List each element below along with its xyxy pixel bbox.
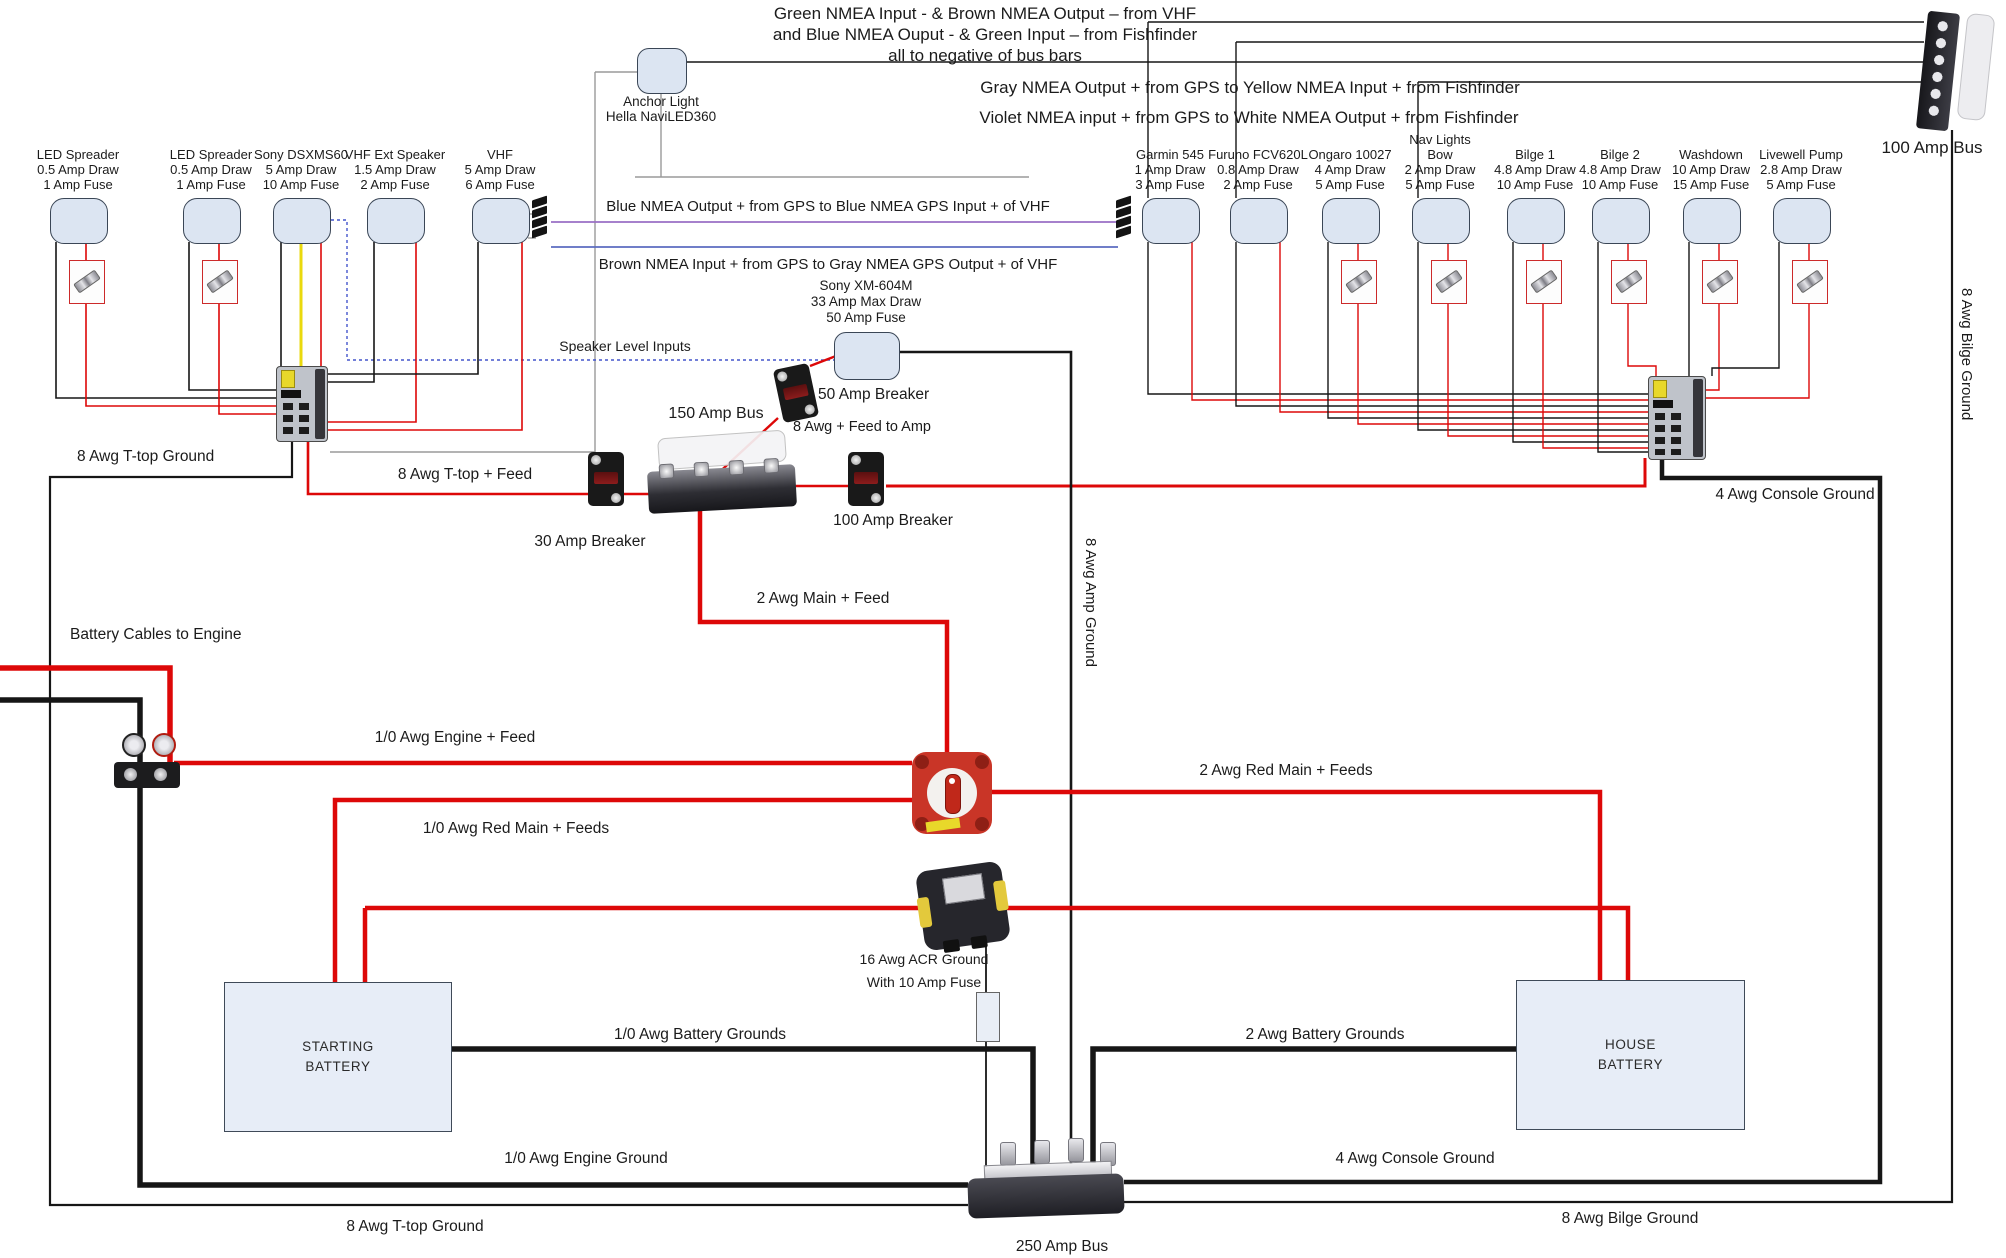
device-box [273,198,331,244]
wire [810,356,836,366]
breaker-50a-label: 50 Amp Breaker [818,386,930,403]
device-label: Nav Lights Bow 2 Amp Draw 5 Amp Fuse [1404,132,1476,192]
console-ground-top-label: 4 Awg Console Ground [1715,486,1875,503]
device-box [1507,198,1565,244]
acr-ground-label-1: 16 Awg ACR Ground [859,951,989,967]
breaker-30a-label: 30 Amp Breaker [534,533,646,550]
nmea-violet-white-note: Violet NMEA input + from GPS to White NMEA Output + from Fishfinder [979,108,1519,127]
device-box [1592,198,1650,244]
starting-battery-label-1: STARTING [302,1039,374,1054]
battery-post-icon [122,733,146,757]
speaker-level-label: Speaker Level Inputs [559,338,691,354]
breaker-30a-icon [588,452,624,506]
wire [1192,242,1648,400]
device-label: Garmin 545 1 Amp Draw 3 Amp Fuse [1134,147,1206,192]
nmea-gray-yellow-note: Gray NMEA Output + from GPS to Yellow NMEA Input + from Fishfinder [980,78,1520,97]
wire [1002,908,1628,980]
amp-name: Sony XM-604M [819,278,913,293]
acr-icon [915,860,1011,951]
wire [1148,242,1648,394]
device-label: VHF Ext Speaker 1.5 Amp Draw 2 Amp Fuse [344,147,446,192]
house-battery-label-2: BATTERY [1597,1057,1664,1072]
breaker-100a-icon [848,452,884,506]
acr-fuse-icon [976,992,1000,1042]
wire [1358,242,1648,424]
engine-feed-label: 1/0 Awg Engine + Feed [374,729,536,746]
bus-250-stud-icon [1034,1140,1050,1164]
device-label: Livewell Pump 2.8 Amp Draw 5 Amp Fuse [1759,147,1843,192]
bus-250-stud-icon [1000,1142,1016,1166]
device-box [472,198,530,244]
inline-fuse-icon [69,260,105,304]
device-label: Furuno FCV620L 0.8 Amp Draw 2 Amp Fuse [1208,147,1308,192]
wire [335,800,912,982]
wire [326,242,522,430]
ttop-ground-bottom-label: 8 Awg T-top Ground [346,1218,484,1235]
bus-250-stud-icon [1068,1138,1084,1162]
inline-fuse-icon [1341,260,1377,304]
header-line-3: all to negative of bus bars [888,46,1082,65]
house-battery-label-1: HOUSE [1604,1037,1656,1052]
inline-fuse-icon [1526,260,1562,304]
device-label: VHF 5 Amp Draw 6 Amp Fuse [464,147,536,192]
starting-battery-label-2: BATTERY [305,1059,371,1074]
inline-fuse-icon [1611,260,1647,304]
bus-250-icon [967,1173,1124,1218]
device-label: Washdown 10 Amp Draw 15 Amp Fuse [1671,147,1751,192]
inline-fuse-icon [1792,260,1828,304]
bus-150-label: 150 Amp Bus [668,405,764,422]
nmea-blue-note: Blue NMEA Output + from GPS to Blue NMEA GPS Input + of VHF [606,198,1050,215]
amp-ground-label: 8 Awg Amp Ground [1082,538,1099,667]
wire [326,242,416,422]
inline-fuse-icon [1431,260,1467,304]
header-line-2: and Blue NMEA Ouput - & Green Input – from Fishfinder [772,25,1198,44]
battery-cables-label: Battery Cables to Engine [70,626,242,643]
device-label: LED Spreader 0.5 Amp Draw 1 Amp Fuse [36,147,120,192]
red-main-feeds-2-label: 2 Awg Red Main + Feeds [1199,762,1373,779]
device-label: Sony DSXMS60 5 Amp Draw 10 Amp Fuse [254,147,348,192]
nmea-connector-icon [1116,198,1134,246]
ttop-ground-top-label: 8 Awg T-top Ground [77,448,215,465]
breaker-100a-label: 100 Amp Breaker [833,512,953,529]
anchor-light-name: Anchor Light [623,94,699,109]
battery-switch-icon [912,752,992,834]
device-box [1773,198,1831,244]
header-line-1: Green NMEA Input - & Brown NMEA Output – from VHF [773,4,1197,23]
nmea-connector-icon [532,198,550,246]
battery-grounds-10-label: 1/0 Awg Battery Grounds [613,1026,787,1043]
inline-fuse-icon [1702,260,1738,304]
amp-draw: 33 Amp Max Draw [810,294,922,309]
inline-fuse-icon [202,260,238,304]
device-box [50,198,108,244]
device-box [1412,198,1470,244]
device-box [1142,198,1200,244]
device-label: Bilge 1 4.8 Amp Draw 10 Amp Fuse [1494,147,1576,192]
wire [330,72,595,452]
device-box [1322,198,1380,244]
device-box [1230,198,1288,244]
device-label: Bilge 2 4.8 Amp Draw 10 Amp Fuse [1579,147,1661,192]
ttop-feed-label: 8 Awg T-top + Feed [397,466,533,483]
bus-250-label: 250 Amp Bus [1015,1238,1109,1255]
device-box [367,198,425,244]
amp-fuse: 50 Amp Fuse [826,310,906,325]
battery-grounds-2-label: 2 Awg Battery Grounds [1245,1026,1405,1043]
bus-150-icon [647,464,797,514]
device-box [183,198,241,244]
anchor-light-box [637,48,687,94]
wire [326,242,374,382]
anchor-light-model: Hella NaviLED360 [605,109,717,124]
console-ground-bottom-label: 4 Awg Console Ground [1335,1150,1495,1167]
acr-ground-label-2: With 10 Amp Fuse [866,974,982,990]
console-fuse-block-icon [1648,376,1706,460]
bus-100-label: 100 Amp Bus [1881,138,1983,157]
nmea-brown-note: Brown NMEA Input + from GPS to Gray NMEA GPS Output + of VHF [598,256,1058,273]
starting-battery [224,982,452,1132]
device-box [1683,198,1741,244]
device-label: Ongaro 10027 4 Amp Draw 5 Amp Fuse [1308,147,1392,192]
engine-ground-label: 1/0 Awg Engine Ground [504,1150,668,1167]
battery-post-base-icon [114,762,180,788]
wire [886,458,1645,486]
wire [992,792,1600,980]
ttop-fuse-block-icon [276,366,328,442]
main-feed-label: 2 Awg Main + Feed [756,590,890,607]
amp-box [834,332,900,380]
bilge-ground-right-label: 8 Awg Bilge Ground [1958,288,1975,421]
battery-post-icon [152,733,176,757]
red-main-feeds-label: 1/0 Awg Red Main + Feeds [422,820,610,837]
amp-feed-label: 8 Awg + Feed to Amp [793,419,931,435]
bilge-ground-bottom-label: 8 Awg Bilge Ground [1561,1210,1699,1227]
device-label: LED Spreader 0.5 Amp Draw 1 Amp Fuse [169,147,253,192]
wire [700,508,947,752]
wire [86,242,276,406]
house-battery [1516,980,1745,1130]
wire [1124,458,1880,1182]
wire [326,242,478,374]
